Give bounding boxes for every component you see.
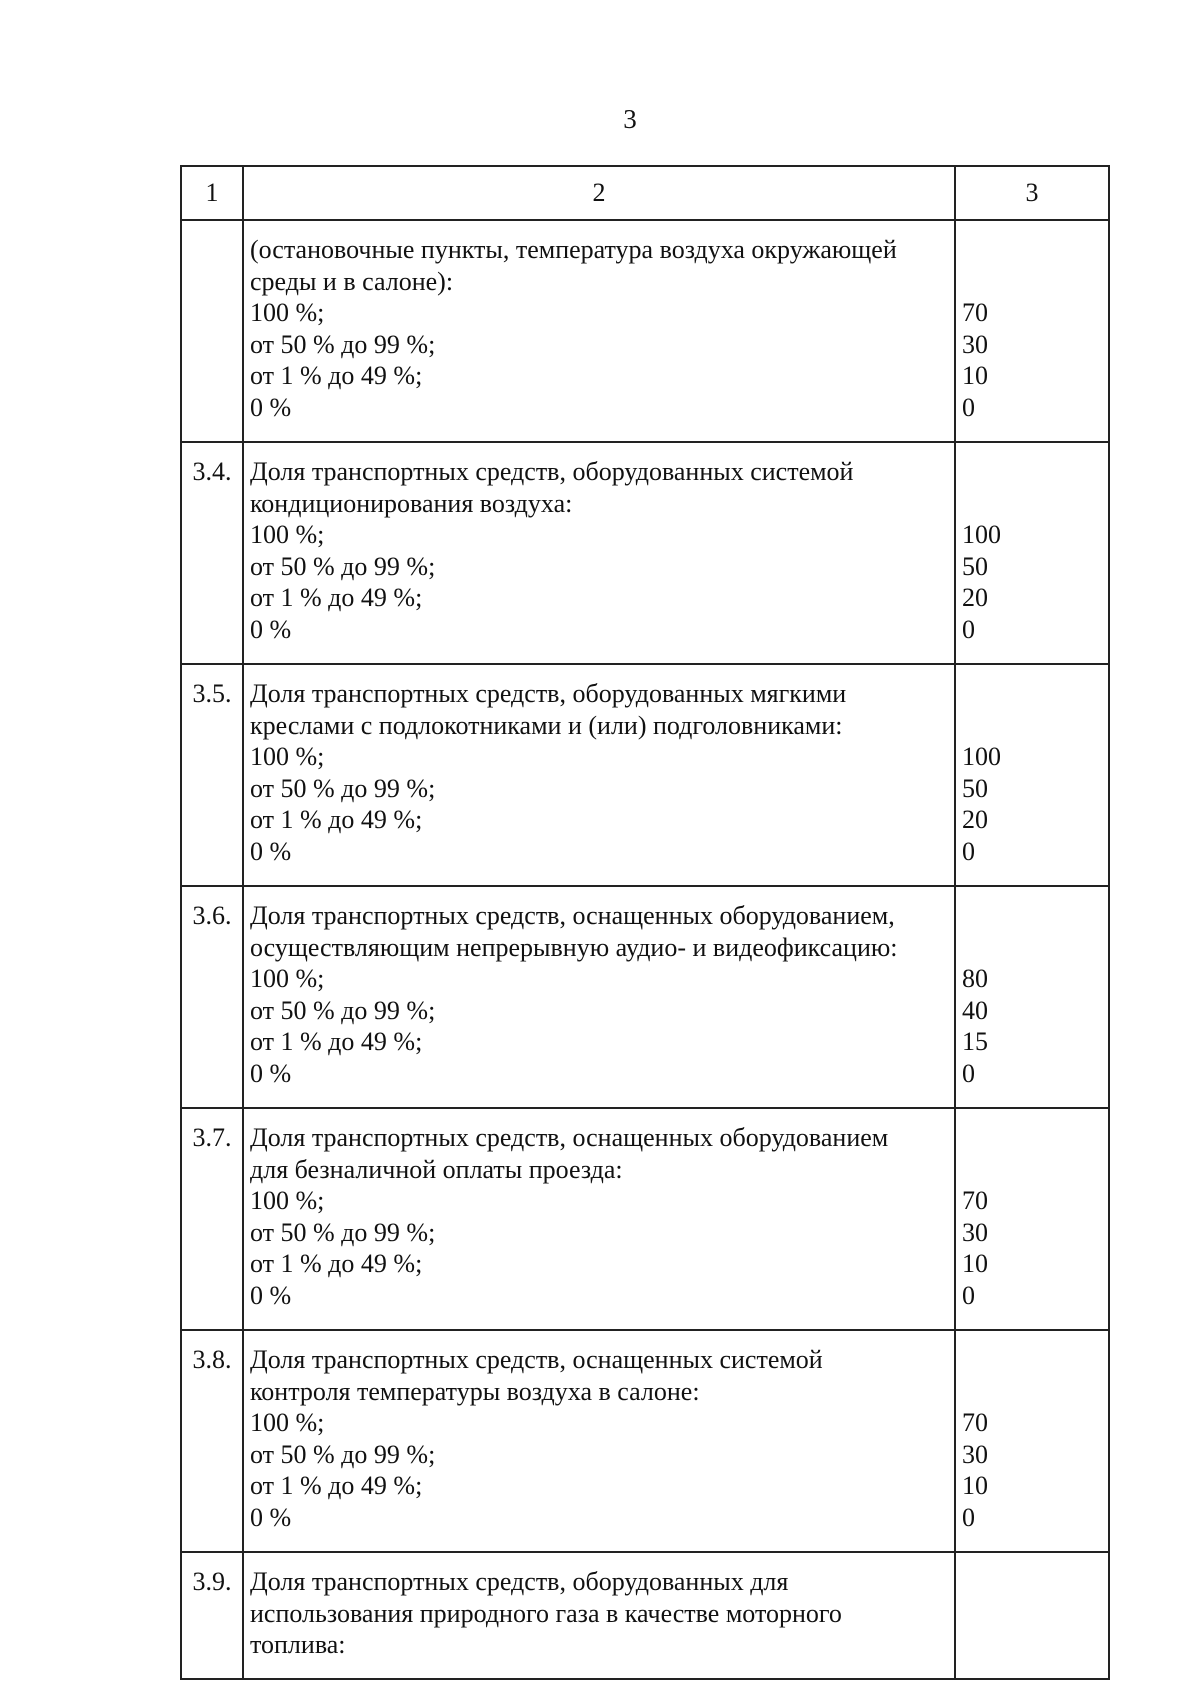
criterion-title-line: использования природного газа в качестве моторного xyxy=(250,1598,842,1628)
option-label: от 1 % до 49 %; xyxy=(250,583,423,612)
criterion-title-line: кондиционирования воздуха: xyxy=(250,488,573,518)
option-label: 100 %; xyxy=(250,520,325,549)
score-cell xyxy=(955,220,1109,442)
criteria-table xyxy=(180,165,1110,1680)
score-cell xyxy=(955,442,1109,664)
table-row xyxy=(181,220,1109,442)
criterion-description xyxy=(243,220,955,442)
criterion-description xyxy=(243,1552,955,1679)
score-value: 70 xyxy=(962,1186,988,1215)
table-row xyxy=(181,1552,1109,1679)
option-label: от 50 % до 99 %; xyxy=(250,1439,436,1469)
score-value: 20 xyxy=(962,805,988,834)
table-header-row xyxy=(181,166,1109,220)
option-label: 100 %; xyxy=(250,742,325,771)
score-value: 30 xyxy=(962,1217,988,1247)
option-label: 100 %; xyxy=(250,1408,325,1437)
criterion-title-line: топлива: xyxy=(250,1630,346,1659)
option-label: 0 % xyxy=(250,836,292,866)
score-value: 20 xyxy=(962,583,988,612)
criterion-description xyxy=(243,442,955,664)
score-value: 100 xyxy=(962,742,1001,771)
score-value: 15 xyxy=(962,1027,988,1056)
criterion-title-line: Доля транспортных средств, оснащенных оборудованием, xyxy=(250,901,895,930)
criterion-description xyxy=(243,664,955,886)
row-number: 3.7. xyxy=(181,1108,243,1330)
option-label: 0 % xyxy=(250,392,292,422)
option-label: от 50 % до 99 %; xyxy=(250,1217,436,1247)
criterion-description xyxy=(243,1330,955,1552)
score-cell xyxy=(955,886,1109,1108)
score-value: 0 xyxy=(962,392,975,422)
header-cell-3: 3 xyxy=(955,166,1109,220)
score-value: 30 xyxy=(962,1439,988,1469)
score-value: 80 xyxy=(962,964,988,993)
score-value: 0 xyxy=(962,836,975,866)
option-label: 0 % xyxy=(250,614,292,644)
criterion-description xyxy=(243,886,955,1108)
page-number: 3 xyxy=(623,104,637,134)
criterion-title-line: для безналичной оплаты проезда: xyxy=(250,1154,623,1184)
option-label: 100 %; xyxy=(250,1186,325,1215)
option-label: 100 %; xyxy=(250,298,325,327)
score-value: 30 xyxy=(962,329,988,359)
table-row xyxy=(181,664,1109,886)
score-value: 70 xyxy=(962,1408,988,1437)
criterion-title-line: (остановочные пункты, температура воздуха окружающей xyxy=(250,235,897,264)
row-number: 3.6. xyxy=(181,886,243,1108)
criterion-title-line: креслами с подлокотниками и (или) подголовниками: xyxy=(250,710,843,740)
criterion-title-line: Доля транспортных средств, оборудованных мягкими xyxy=(250,679,847,708)
criterion-title-line: осуществляющим непрерывную аудио- и видеофиксацию: xyxy=(250,932,898,962)
header-cell-2: 2 xyxy=(243,166,955,220)
score-cell xyxy=(955,1108,1109,1330)
row-number: 3.5. xyxy=(181,664,243,886)
score-value: 10 xyxy=(962,1471,988,1500)
table-row xyxy=(181,886,1109,1108)
score-value: 10 xyxy=(962,1249,988,1278)
criterion-description xyxy=(243,1108,955,1330)
criterion-title-line: Доля транспортных средств, оборудованных для xyxy=(250,1567,789,1596)
score-cell xyxy=(955,1330,1109,1552)
criterion-title-line: среды и в салоне): xyxy=(250,266,454,296)
option-label: 0 % xyxy=(250,1280,292,1310)
option-label: 0 % xyxy=(250,1502,292,1532)
option-label: от 1 % до 49 %; xyxy=(250,1471,423,1500)
score-cell xyxy=(955,664,1109,886)
row-number: 3.4. xyxy=(181,442,243,664)
table-row xyxy=(181,442,1109,664)
header-cell-1: 1 xyxy=(181,166,243,220)
table-row xyxy=(181,1108,1109,1330)
score-value: 70 xyxy=(962,298,988,327)
score-value: 0 xyxy=(962,1280,975,1310)
score-value: 100 xyxy=(962,520,1001,549)
score-value: 10 xyxy=(962,361,988,390)
row-number: 3.8. xyxy=(181,1330,243,1552)
option-label: от 1 % до 49 %; xyxy=(250,1027,423,1056)
table-row xyxy=(181,1330,1109,1552)
option-label: от 50 % до 99 %; xyxy=(250,773,436,803)
option-label: от 50 % до 99 %; xyxy=(250,329,436,359)
option-label: от 1 % до 49 %; xyxy=(250,805,423,834)
score-value: 50 xyxy=(962,773,988,803)
score-value: 0 xyxy=(962,1502,975,1532)
score-value: 0 xyxy=(962,1058,975,1088)
option-label: 0 % xyxy=(250,1058,292,1088)
option-label: 100 %; xyxy=(250,964,325,993)
row-number: 3.9. xyxy=(181,1552,243,1679)
criterion-title-line: Доля транспортных средств, оборудованных системой xyxy=(250,457,854,486)
row-number xyxy=(181,220,243,442)
criterion-title-line: Доля транспортных средств, оснащенных оборудованием xyxy=(250,1123,889,1152)
score-value: 50 xyxy=(962,551,988,581)
option-label: от 1 % до 49 %; xyxy=(250,1249,423,1278)
score-cell xyxy=(955,1552,1109,1679)
criterion-title-line: Доля транспортных средств, оснащенных системой xyxy=(250,1345,823,1374)
criterion-title-line: контроля температуры воздуха в салоне: xyxy=(250,1376,700,1406)
option-label: от 50 % до 99 %; xyxy=(250,551,436,581)
score-value: 40 xyxy=(962,995,988,1025)
score-value: 0 xyxy=(962,614,975,644)
option-label: от 50 % до 99 %; xyxy=(250,995,436,1025)
option-label: от 1 % до 49 %; xyxy=(250,361,423,390)
